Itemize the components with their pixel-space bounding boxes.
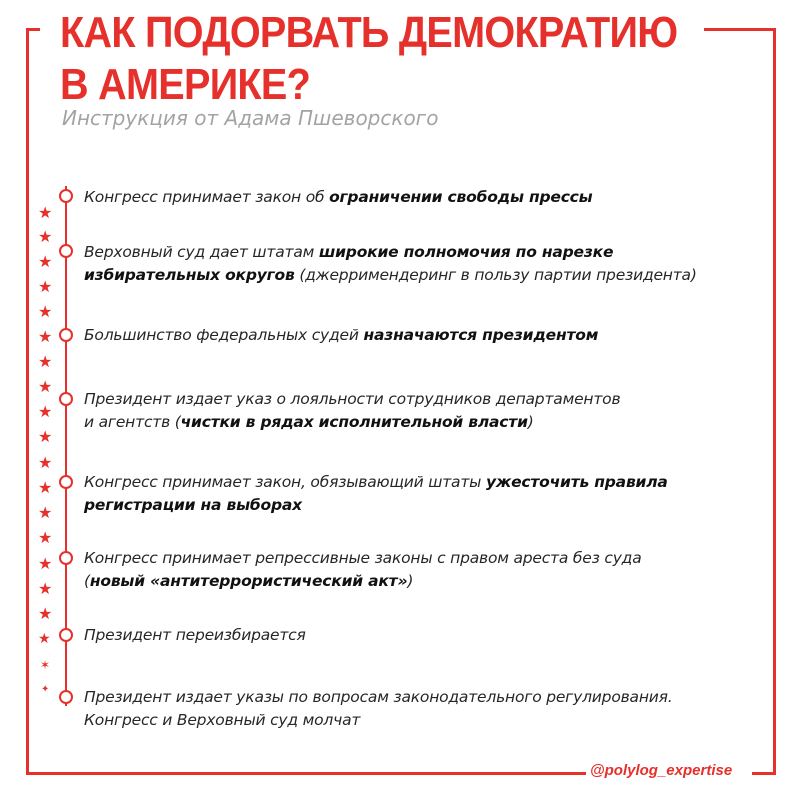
star-icon: ★ (38, 203, 53, 222)
timeline-node (59, 475, 73, 489)
star-icon: ★ (38, 327, 53, 346)
item-text: Конгресс и Верховный суд молчат (84, 711, 361, 729)
frame-bottom-right (752, 772, 776, 775)
item-highlight: ужесточить правила (485, 473, 668, 491)
item-highlight: широкие полномочия по нарезке (318, 243, 614, 261)
item-text: Большинство федеральных судей (84, 326, 364, 344)
star-icon: ★ (38, 503, 53, 522)
item-highlight: ограничении свободы прессы (329, 188, 593, 206)
timeline-node (59, 551, 73, 565)
social-handle[interactable]: @polylog_expertise (590, 762, 733, 779)
star-icon: ✦ (41, 684, 50, 695)
item-text: Конгресс принимает репрессивные законы с правом ареста без суда (84, 549, 642, 567)
item-highlight: назначаются президентом (363, 326, 599, 344)
item-text: и агентств ( (84, 413, 181, 431)
list-item (84, 471, 754, 517)
item-text: Президент издает указ о лояльности сотрудников департаментов (84, 390, 621, 408)
star-icon: ★ (38, 352, 53, 371)
star-icon: ★ (38, 453, 53, 472)
item-highlight: чистки в рядах исполнительной власти (180, 413, 528, 431)
item-text: ) (407, 572, 414, 590)
star-icon: ★ (38, 631, 51, 647)
list-item (84, 324, 754, 347)
subtitle: Инструкция от Адама Пшеворского (62, 106, 439, 130)
star-icon: ★ (38, 528, 53, 547)
star-icon: ★ (38, 478, 53, 497)
frame-top-right (704, 28, 776, 31)
page-title-line-1: КАК ПОДОРВАТЬ ДЕМОКРАТИЮ (60, 8, 678, 57)
frame-left (26, 28, 29, 775)
timeline-node (59, 392, 73, 406)
timeline-node (59, 244, 73, 258)
star-icon: ✶ (40, 658, 51, 672)
timeline-node (59, 690, 73, 704)
timeline-node (59, 628, 73, 642)
item-text: ( (84, 572, 90, 590)
list-item (84, 624, 754, 647)
star-icon: ★ (38, 277, 53, 296)
list-item (84, 547, 754, 593)
item-text: Президент издает указы по вопросам законодательного регулирования. (84, 688, 673, 706)
frame-bottom-left (26, 772, 586, 775)
item-highlight: избирательных округов (84, 266, 295, 284)
star-icon: ★ (38, 402, 53, 421)
page-title-line-2: В АМЕРИКЕ? (60, 60, 311, 109)
item-highlight: новый «антитеррористический акт» (89, 572, 408, 590)
star-icon: ★ (38, 302, 53, 321)
item-text: (джерримендеринг в пользу партии президента) (294, 266, 697, 284)
timeline-node (59, 189, 73, 203)
item-text: Президент переизбирается (84, 626, 306, 644)
list-item (84, 388, 754, 434)
star-icon: ★ (38, 579, 53, 598)
item-text: Конгресс принимает закон об (84, 188, 330, 206)
star-icon: ★ (38, 427, 53, 446)
item-text: Конгресс принимает закон, обязывающий штаты (84, 473, 486, 491)
frame-right (773, 28, 776, 775)
list-item (84, 686, 754, 732)
timeline-node (59, 328, 73, 342)
item-text: Верховный суд дает штатам (84, 243, 319, 261)
star-icon: ★ (38, 377, 53, 396)
list-item (84, 186, 754, 209)
star-icon: ★ (38, 227, 53, 246)
star-icon: ★ (38, 554, 53, 573)
star-icon: ★ (38, 252, 53, 271)
list-item (84, 241, 754, 287)
star-icon: ★ (38, 604, 53, 623)
item-text: ) (527, 413, 534, 431)
item-highlight: регистрации на выборах (84, 496, 302, 514)
